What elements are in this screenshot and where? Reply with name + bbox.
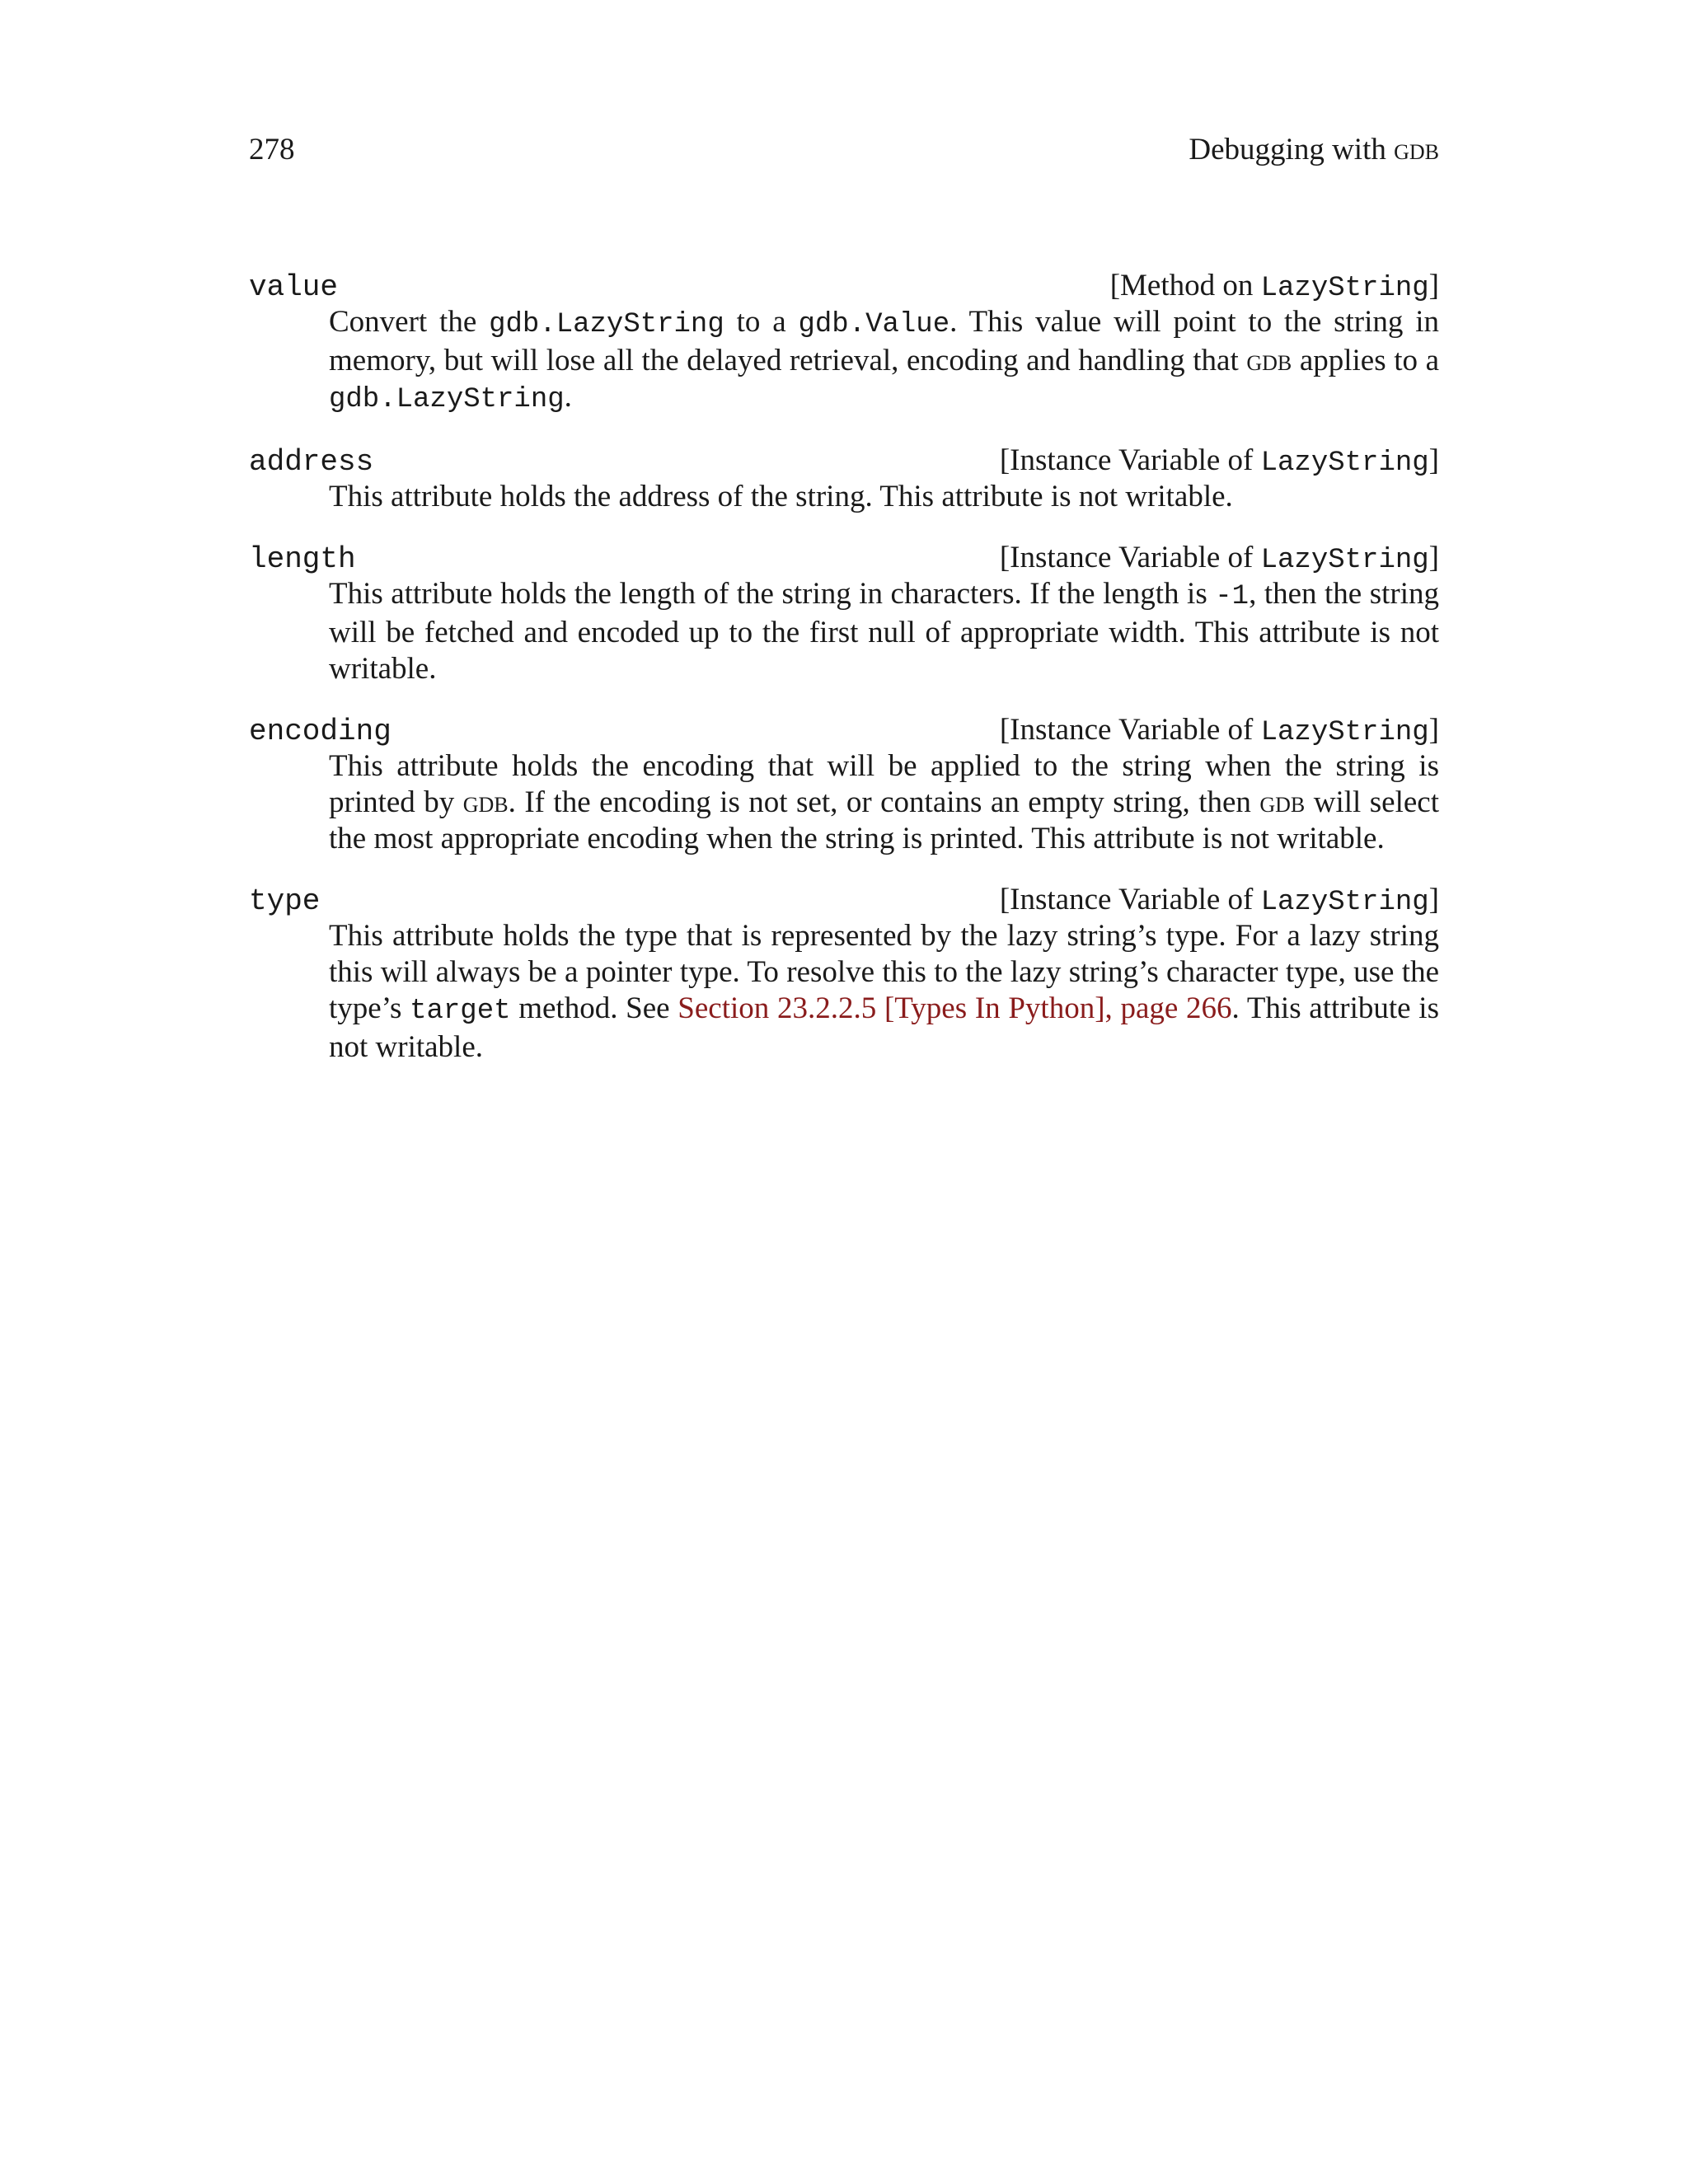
body-text: applies to a	[1292, 344, 1439, 377]
definition-name: length	[249, 542, 356, 576]
category-suffix: ]	[1428, 883, 1439, 916]
body-text: to a	[724, 305, 799, 339]
definition-entry	[249, 882, 1439, 1066]
definition-header	[249, 712, 1439, 748]
definition-body	[329, 479, 1439, 515]
body-text: This attribute holds the length of the string in characters. If the length is	[329, 577, 1216, 611]
definition-body	[329, 748, 1439, 857]
body-text: , then the string will be fetched and encoded up to the first null of appropriate width. This attribute is not writable.	[329, 577, 1440, 686]
body-text: .	[564, 380, 572, 414]
definition-name: type	[249, 884, 321, 918]
inline-code: gdb.Value	[798, 309, 950, 340]
definition-header	[249, 443, 1439, 479]
definition-list	[249, 268, 1439, 1090]
definition-category	[1000, 712, 1439, 751]
cross-reference-link[interactable]: Section 23.2.2.5 [Types In Python], page 266	[678, 991, 1232, 1025]
definition-category	[1000, 882, 1439, 921]
definition-header	[249, 540, 1439, 576]
category-suffix: ]	[1428, 713, 1439, 747]
body-text: . This value will point to the string in memory, but will lose all the delayed retrieval, encoding and handling that	[329, 305, 1440, 377]
category-suffix: ]	[1428, 443, 1439, 477]
definition-category	[1000, 443, 1439, 481]
definition-name: encoding	[249, 715, 392, 748]
definition-entry	[249, 443, 1439, 515]
inline-code: -1	[1215, 581, 1250, 612]
body-text: . If the encoding is not set, or contains an empty string, then	[508, 785, 1260, 819]
body-text: This attribute holds the address of the string. This attribute is not writable.	[329, 480, 1233, 513]
definition-name: value	[249, 270, 339, 304]
category-class: LazyString	[1260, 887, 1429, 918]
page-header	[249, 130, 1439, 170]
category-suffix: ]	[1428, 541, 1439, 574]
category-class: LazyString	[1260, 545, 1429, 576]
body-text: This attribute holds the encoding that will be applied to the string when the string is printed by	[329, 749, 1439, 819]
gdb-smallcaps: gdb	[1259, 785, 1306, 819]
category-prefix: [Instance Variable of	[999, 443, 1261, 477]
category-class: LazyString	[1260, 273, 1429, 304]
category-class: LazyString	[1260, 717, 1429, 748]
body-text: This attribute holds the type that is represented by the lazy string’s type. For a lazy string this will always be a pointer type. To resolve this to the lazy string’s character type, use the type’s	[329, 919, 1439, 1025]
definition-entry	[249, 540, 1439, 687]
inline-code: target	[410, 996, 511, 1027]
body-text: method. See	[510, 991, 678, 1025]
definition-body	[329, 304, 1439, 418]
gdb-smallcaps: gdb	[1246, 344, 1292, 377]
definition-header	[249, 268, 1439, 304]
running-title-gdb: gdb	[1394, 133, 1439, 166]
category-prefix: [Instance Variable of	[999, 541, 1261, 574]
gdb-smallcaps: gdb	[462, 785, 509, 819]
definition-name: address	[249, 445, 374, 479]
body-text: will select the most appropriate encoding when the string is printed. This attribute is not writable.	[329, 785, 1439, 855]
page-number: 278	[249, 133, 295, 166]
category-suffix: ]	[1428, 269, 1439, 302]
definition-category	[1110, 268, 1439, 307]
definition-header	[249, 882, 1439, 918]
category-class: LazyString	[1260, 448, 1429, 479]
definition-entry	[249, 268, 1439, 418]
running-title	[1189, 130, 1439, 170]
inline-code: gdb.LazyString	[489, 309, 724, 340]
category-prefix: [Instance Variable of	[999, 713, 1261, 747]
category-prefix: [Method on	[1109, 269, 1261, 302]
category-prefix: [Instance Variable of	[999, 883, 1261, 916]
definition-entry	[249, 712, 1439, 857]
definition-category	[1000, 540, 1439, 579]
running-title-text: Debugging with	[1189, 133, 1395, 166]
body-text: Convert the	[329, 305, 490, 339]
inline-code: gdb.LazyString	[329, 384, 565, 415]
definition-body	[329, 576, 1439, 687]
definition-body	[329, 918, 1439, 1066]
body-text: . This attribute is not writable.	[329, 991, 1439, 1064]
